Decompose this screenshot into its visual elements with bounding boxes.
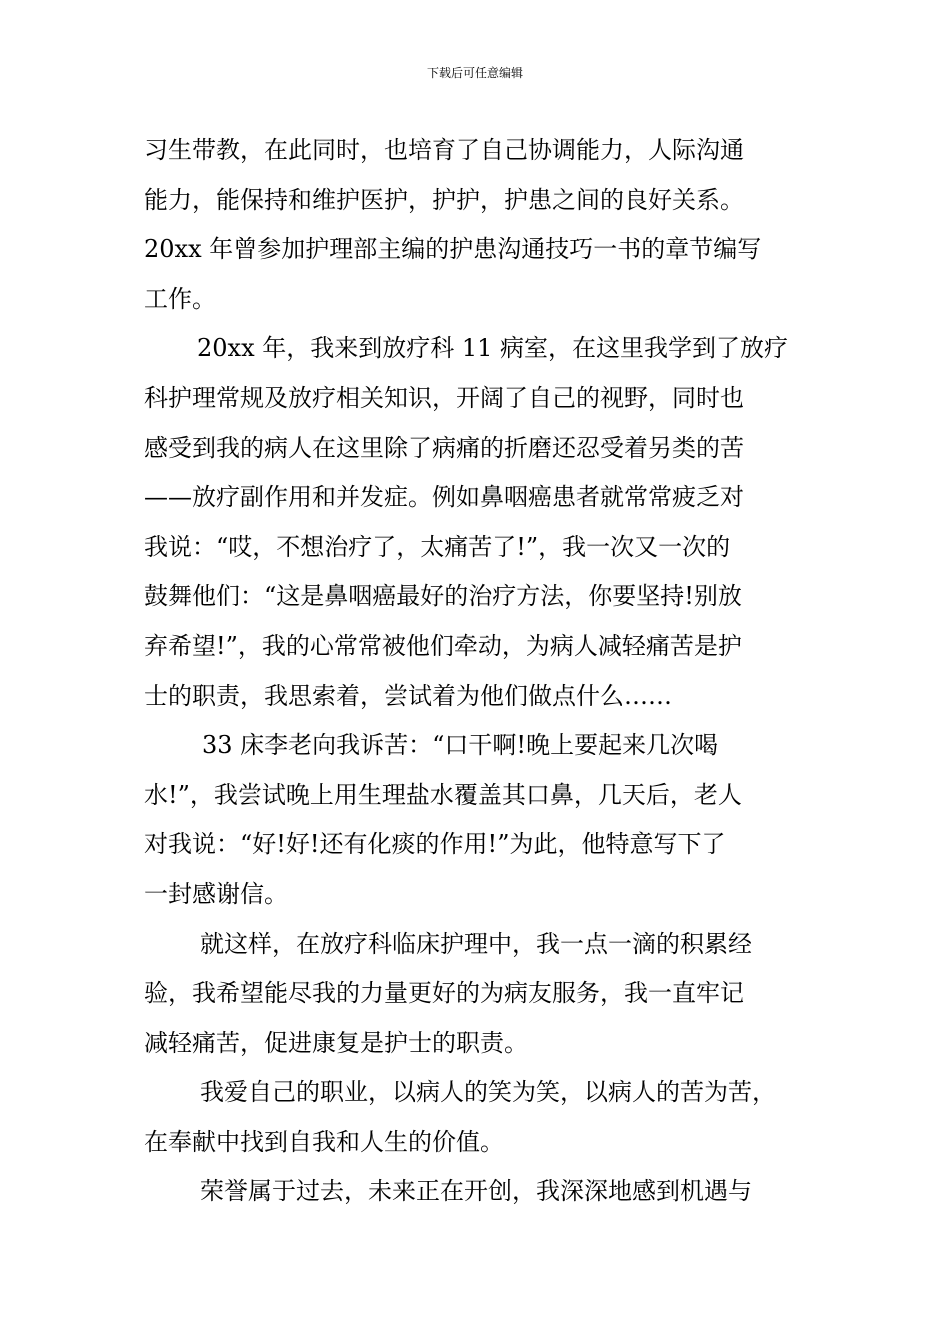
text-line: 士的职责，我思索着，尝试着为他们做点什么…… xyxy=(144,681,672,710)
text-line: 20xx 年曾参加护理部主编的护患沟通技巧一书的章节编写 xyxy=(144,235,762,264)
text-line: 习生带教，在此同时，也培育了自己协调能力，人际沟通 xyxy=(144,136,744,164)
text-line: 科护理常规及放疗相关知识，开阔了自己的视野，同时也 xyxy=(144,383,744,412)
paragraph-start-line: 就这样，在放疗科临床护理中，我一点一滴的积累经 xyxy=(200,929,752,958)
text-line: 鼓舞他们：“这是鼻咽癌最好的治疗方法，你要坚持!别放 xyxy=(144,582,742,611)
text-line: ——放疗副作用和并发症。例如鼻咽癌患者就常常疲乏对 xyxy=(144,483,744,512)
text-line: 在奉献中找到自我和人生的价值。 xyxy=(144,1127,504,1156)
page-header: 下载后可任意编辑 xyxy=(426,66,523,80)
text-line: 我说：“哎，不想治疗了，太痛苦了!”，我一次又一次的 xyxy=(144,532,731,561)
paragraph-start-line: 20xx 年，我来到放疗科 11 病室，在这里我学到了放疗 xyxy=(197,334,789,363)
paragraph-start-line: 33 床李老向我诉苦：“口干啊!晚上要起来几次喝 xyxy=(202,731,719,760)
text-line: 弃希望!”，我的心常常被他们牵动，为病人减轻痛苦是护 xyxy=(144,631,742,660)
text-line: 减轻痛苦，促进康复是护士的职责。 xyxy=(144,1028,528,1057)
text-line: 感受到我的病人在这里除了病痛的折磨还忍受着另类的苦 xyxy=(144,433,744,462)
document-body xyxy=(144,126,814,1217)
text-line: 对我说：“好!好!还有化痰的作用!”为此，他特意写下了 xyxy=(144,830,726,859)
text-line: 工作。 xyxy=(144,284,216,313)
paragraph-start-line: 荣誉属于过去，未来正在开创，我深深地感到机遇与 xyxy=(200,1177,752,1206)
text-line: 一封感谢信。 xyxy=(144,879,288,908)
text-line: 验，我希望能尽我的力量更好的为病友服务，我一直牢记 xyxy=(144,979,744,1008)
paragraph-start-line: 我爱自己的职业，以病人的笑为笑，以病人的苦为苦， xyxy=(200,1078,776,1107)
text-line: 水!”，我尝试晚上用生理盐水覆盖其口鼻，几天后，老人 xyxy=(144,780,742,809)
text-line: 能力，能保持和维护医护，护护，护患之间的良好关系。 xyxy=(144,185,744,214)
